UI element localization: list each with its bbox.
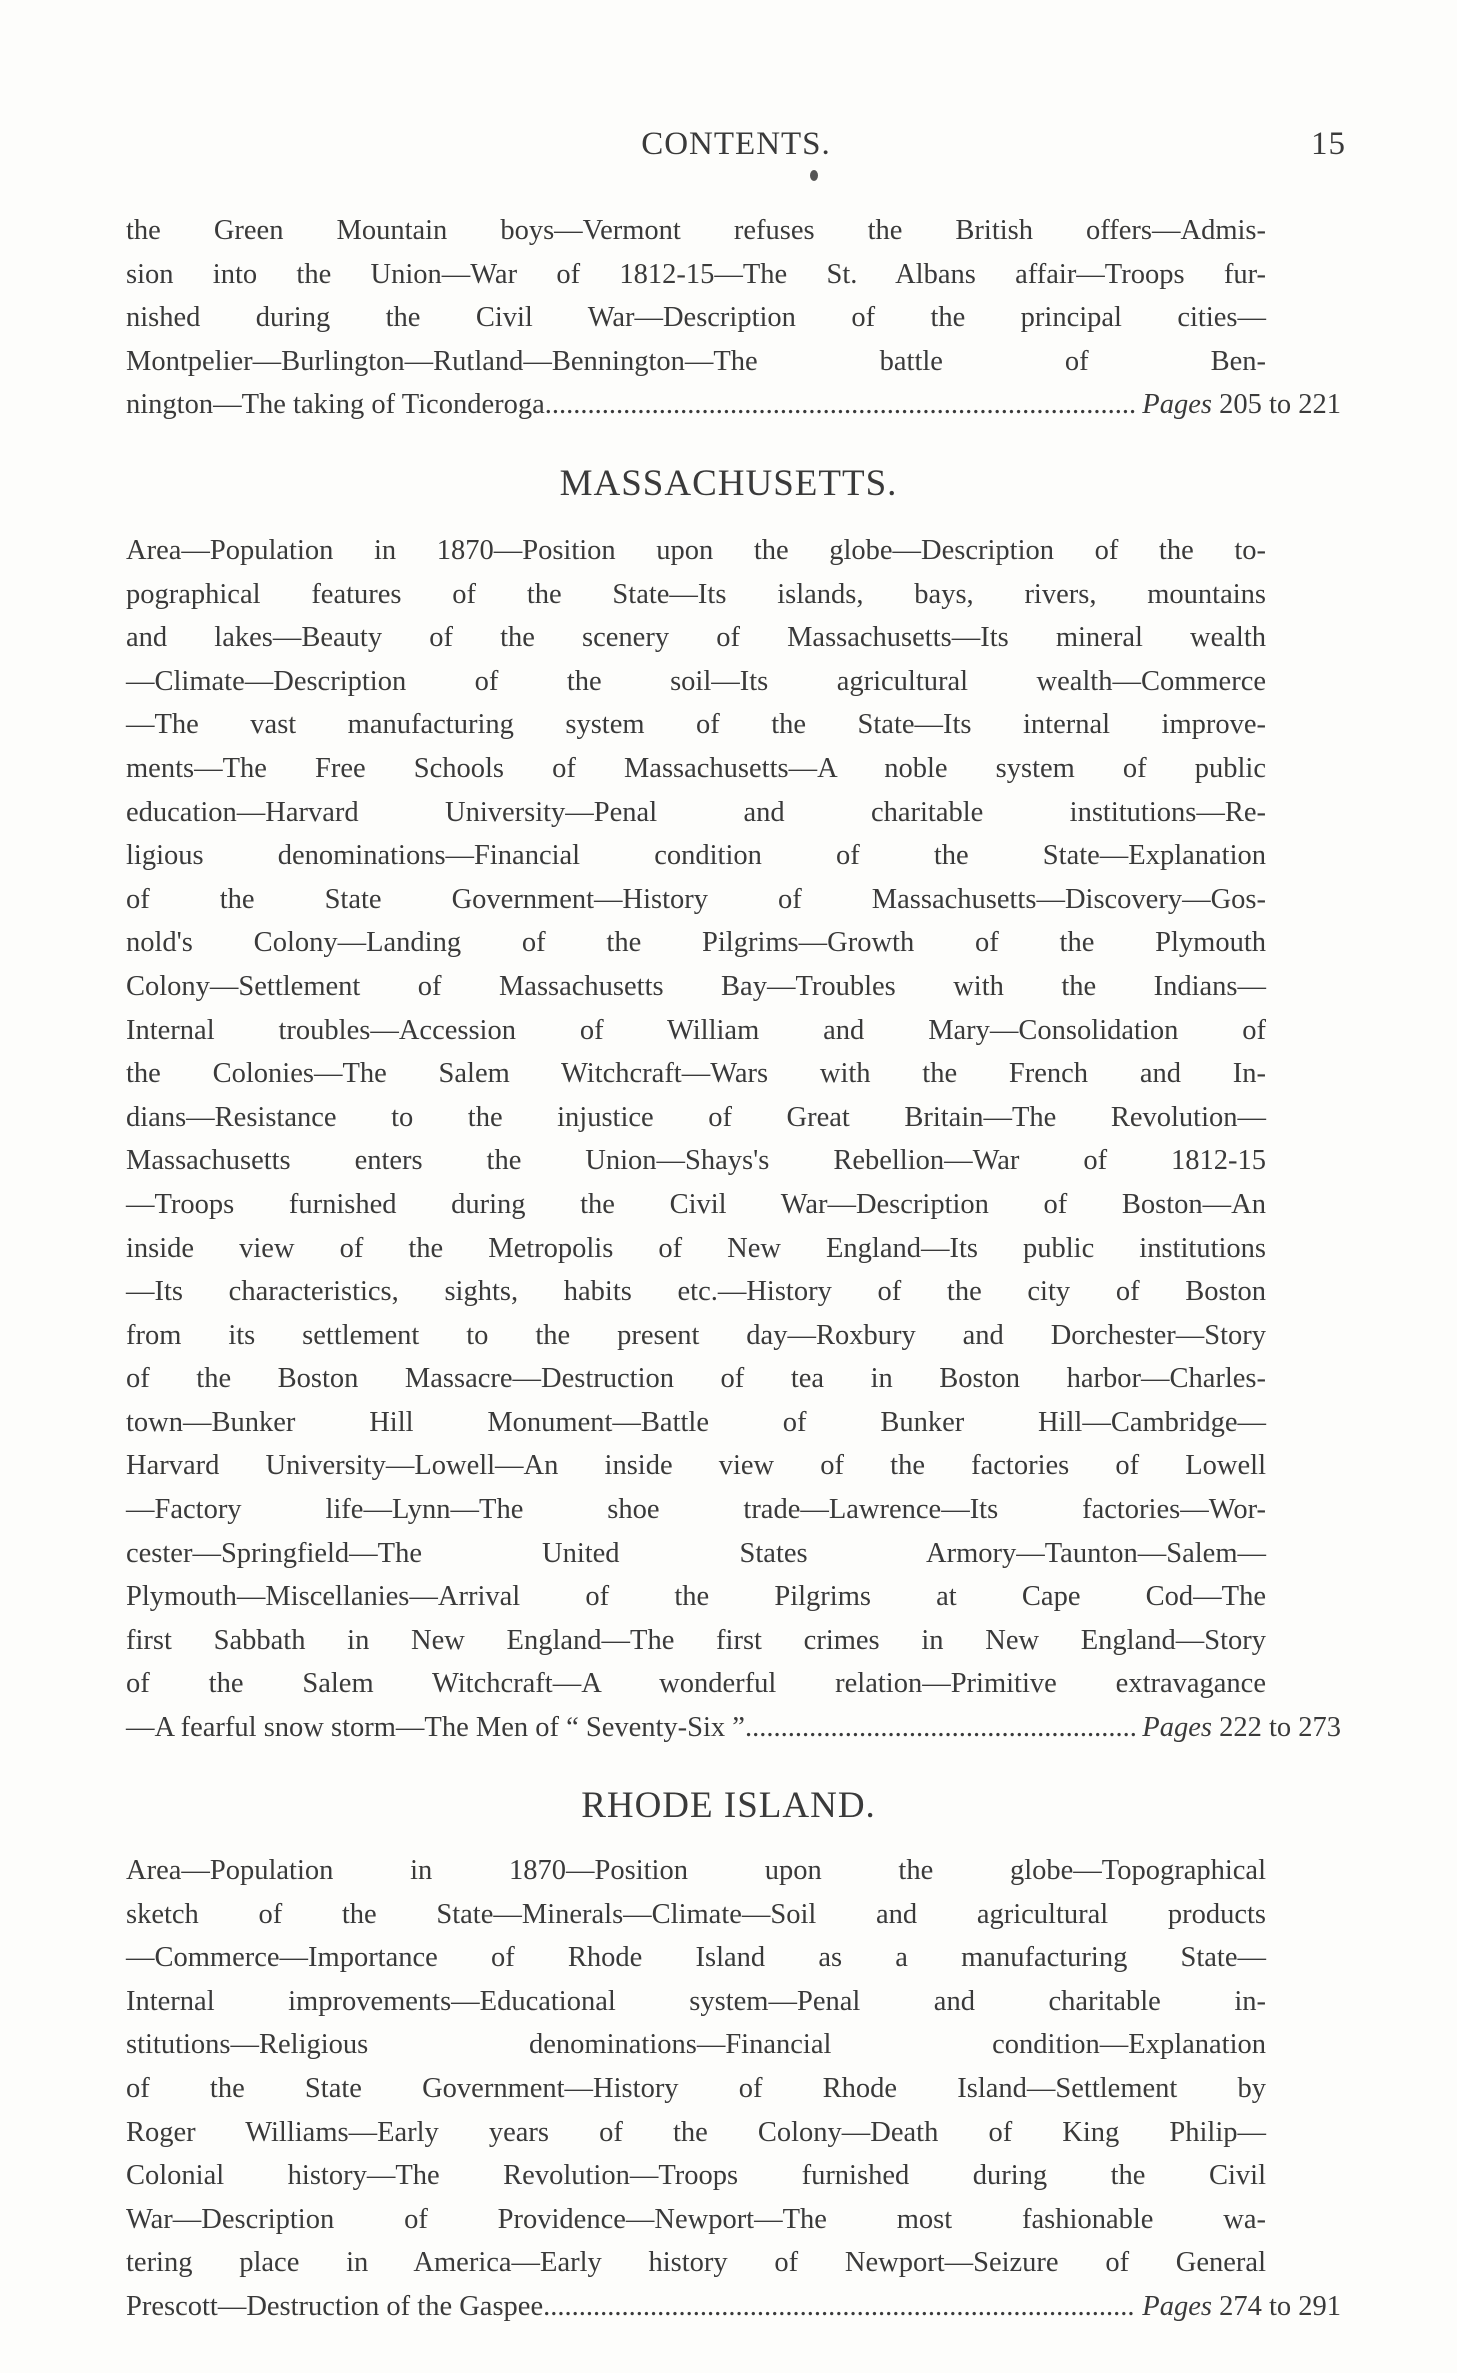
toc-line: of the Boston Massacre—Destruction of tea in Boston harbor—Charles- <box>126 1363 1266 1395</box>
toc-line: sketch of the State—Minerals—Climate—Soil and agricultural products <box>126 1898 1266 1930</box>
toc-line: Area—Population in 1870—Position upon the globe—Description of the to- <box>126 535 1266 566</box>
toc-line: of the State Government—History of Massachusetts—Discovery—Gos- <box>126 883 1266 915</box>
page-range <box>1142 1706 1341 1750</box>
toc-line: ligious denominations—Financial condition of the State—Explanation <box>126 840 1266 872</box>
toc-line: ments—The Free Schools of Massachusetts—A noble system of public <box>126 752 1266 784</box>
page-to-word: to <box>1268 1712 1292 1744</box>
toc-line: from its settlement to the present day—Roxbury and Dorchester—Story <box>126 1319 1266 1351</box>
page-to: 273 <box>1298 1712 1341 1744</box>
toc-line: —Troops furnished during the Civil War—Description of Boston—An <box>126 1188 1266 1220</box>
toc-line: cester—Springfield—The United States Armory—Taunton—Salem— <box>126 1537 1266 1569</box>
page-from: 274 <box>1219 2290 1262 2322</box>
toc-line-last <box>126 383 1341 427</box>
toc-line: —Its characteristics, sights, habits etc.—History of the city of Boston <box>126 1276 1266 1308</box>
page-to: 221 <box>1298 389 1341 421</box>
toc-line-last-text: Prescott—Destruction of the Gaspee <box>126 2290 544 2322</box>
printer-mark <box>810 170 818 181</box>
toc-line: stitutions—Religious denominations—Financial condition—Explanation <box>126 2029 1266 2061</box>
toc-line: —Commerce—Importance of Rhode Island as a manufacturing State— <box>126 1942 1266 1974</box>
dot-leader: ....................................................... <box>744 1712 1137 1744</box>
toc-line: Roger Williams—Early years of the Colony—Death of King Philip— <box>126 2116 1266 2148</box>
toc-line: Harvard University—Lowell—An inside view of the factories of Lowell <box>126 1450 1266 1482</box>
dot-leader: ................................................................................... <box>544 389 1137 421</box>
toc-line: education—Harvard University—Penal and charitable institutions—Re- <box>126 796 1266 828</box>
toc-line: pographical features of the State—Its islands, bays, rivers, mountains <box>126 578 1266 610</box>
toc-line: first Sabbath in New England—The first crimes in New England—Story <box>126 1624 1266 1656</box>
page-number: 15 <box>1311 126 1346 162</box>
toc-line: town—Bunker Hill Monument—Battle of Bunker Hill—Cambridge— <box>126 1406 1266 1438</box>
toc-line: nished during the Civil War—Description of the principal cities— <box>126 302 1266 334</box>
toc-line: tering place in America—Early history of Newport—Seizure of General <box>126 2247 1266 2279</box>
pages-label: Pages <box>1142 1712 1212 1744</box>
running-head <box>126 126 1346 166</box>
dot-leader: ................................................................................... <box>543 2290 1135 2322</box>
page-to-word: to <box>1268 2290 1292 2322</box>
toc-line: inside view of the Metropolis of New England—Its public institutions <box>126 1232 1266 1264</box>
toc-entry-vermont-continued <box>126 209 1341 427</box>
toc-line: —The vast manufacturing system of the State—Its internal improve- <box>126 709 1266 741</box>
toc-line: Internal troubles—Accession of William and Mary—Consolidation of <box>126 1014 1266 1046</box>
toc-line: Plymouth—Miscellanies—Arrival of the Pilgrims at Cape Cod—The <box>126 1581 1266 1613</box>
pages-label: Pages <box>1142 2290 1212 2322</box>
toc-line-last <box>126 2285 1341 2329</box>
toc-entry-massachusetts <box>126 529 1341 1750</box>
toc-line: nold's Colony—Landing of the Pilgrims—Growth of the Plymouth <box>126 927 1266 959</box>
page-range <box>1142 383 1341 427</box>
page-to: 291 <box>1298 2290 1341 2322</box>
toc-line: Colonial history—The Revolution—Troops furnished during the Civil <box>126 2160 1266 2192</box>
toc-line: the Green Mountain boys—Vermont refuses the British offers—Admis- <box>126 215 1266 246</box>
toc-line: the Colonies—The Salem Witchcraft—Wars with the French and In- <box>126 1058 1266 1090</box>
pages-label: Pages <box>1142 389 1212 421</box>
section-heading-rhode-island: RHODE ISLAND. <box>581 1785 876 1826</box>
toc-line: of the State Government—History of Rhode Island—Settlement by <box>126 2072 1266 2104</box>
toc-line: —Climate—Description of the soil—Its agricultural wealth—Commerce <box>126 665 1266 697</box>
page-range <box>1142 2285 1341 2329</box>
page-from: 222 <box>1219 1712 1262 1744</box>
toc-line: dians—Resistance to the injustice of Great Britain—The Revolution— <box>126 1101 1266 1133</box>
toc-line: Montpelier—Burlington—Rutland—Bennington—The battle of Ben- <box>126 345 1266 377</box>
toc-line: Massachusetts enters the Union—Shays's Rebellion—War of 1812-15 <box>126 1145 1266 1177</box>
toc-line-last <box>126 1706 1341 1750</box>
toc-line: —Factory life—Lynn—The shoe trade—Lawrence—Its factories—Wor- <box>126 1494 1266 1526</box>
toc-line: Area—Population in 1870—Position upon the globe—Topographical <box>126 1855 1266 1886</box>
toc-line: sion into the Union—War of 1812-15—The St. Albans affair—Troops fur- <box>126 258 1266 290</box>
toc-line: Colony—Settlement of Massachusetts Bay—Troubles with the Indians— <box>126 970 1266 1002</box>
toc-line-last-text: nington—The taking of Ticonderoga <box>126 389 545 421</box>
page-from: 205 <box>1219 389 1262 421</box>
section-heading-massachusetts: MASSACHUSETTS. <box>559 463 898 504</box>
toc-entry-rhode-island <box>126 1849 1341 2329</box>
toc-line: and lakes—Beauty of the scenery of Massachusetts—Its mineral wealth <box>126 622 1266 654</box>
toc-line-last-text: —A fearful snow storm—The Men of “ Seventy-Six ” <box>126 1712 745 1744</box>
toc-line: of the Salem Witchcraft—A wonderful relation—Primitive extravagance <box>126 1668 1266 1700</box>
page-to-word: to <box>1268 389 1292 421</box>
toc-line: War—Description of Providence—Newport—The most fashionable wa- <box>126 2203 1266 2235</box>
running-head-title: CONTENTS. <box>641 126 831 162</box>
toc-line: Internal improvements—Educational system—Penal and charitable in- <box>126 1985 1266 2017</box>
